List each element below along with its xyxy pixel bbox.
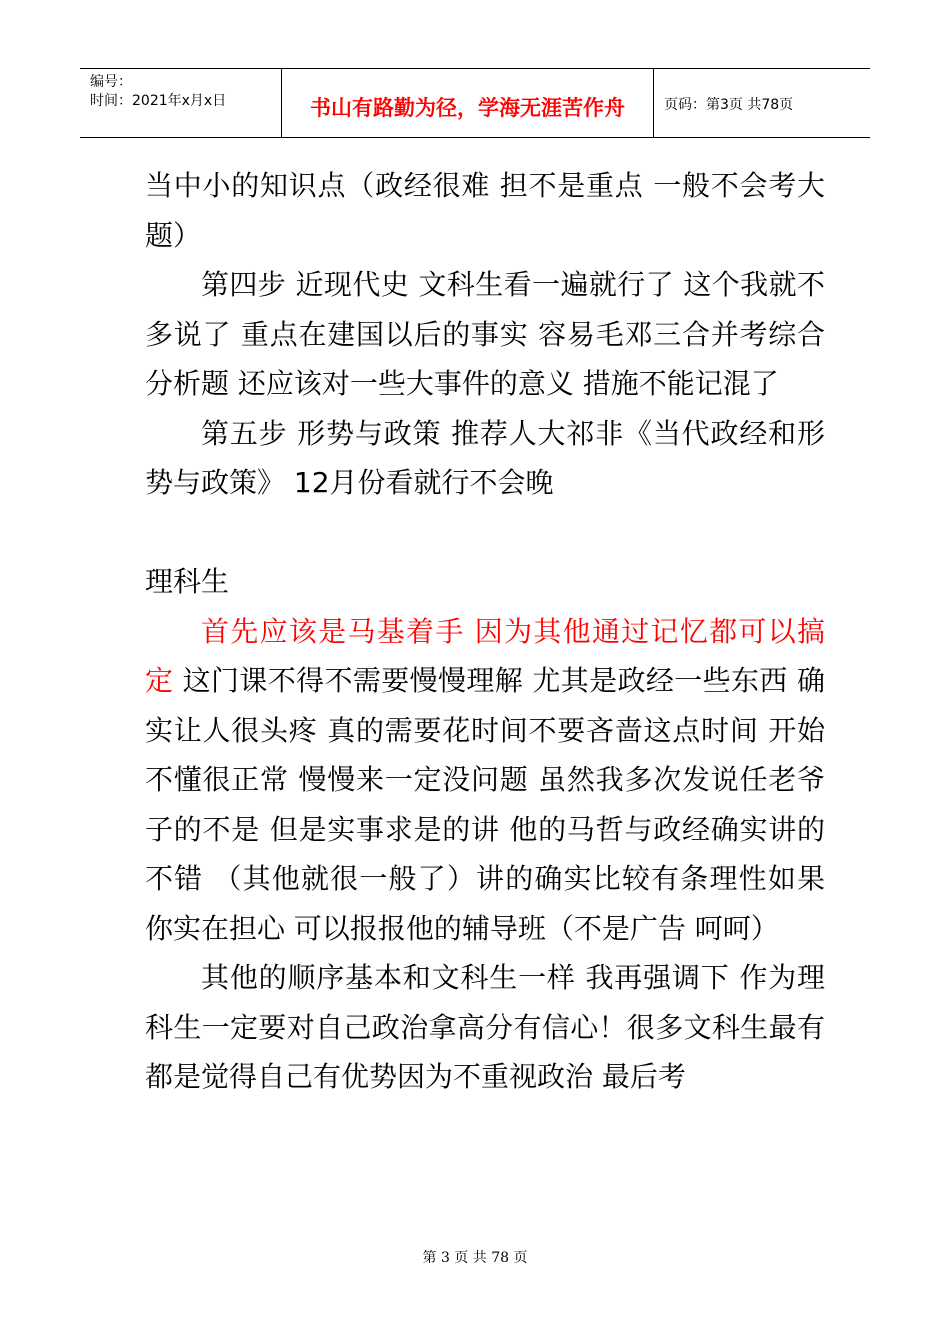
page-footer: 第 3 页 共 78 页 [422,1250,528,1266]
blank-line [145,508,825,558]
paragraph-5-text: 这门课不得不需要慢慢理解 尤其是政经一些东西 确实让人很头疼 真的需要花时间不要吝啬这点时间 开始不懂很正常 慢慢来一定没问题 虽然我多次发说任老爷子的不是 但是实事求是的讲 他的马哲与政经确实讲的不错 （其他就很一般了）讲的确实比较有条理性如果你实在担心 可以报报他的辅导班（不是广告 呵呵） [145,664,825,945]
section-heading-science: 理科生 [145,565,230,598]
header-page-number: 页码：第3页 共78页 [664,97,794,113]
paragraph-6: 其他的顺序基本和文科生一样 我再强调下 作为理科生一定要对自己政治拿高分有信心！很多文科生最有都是觉得自己有优势因为不重视政治 最后考 [145,961,825,1093]
paragraph-2: 第四步 近现代史 文科生看一遍就行了 这个我就不多说了 重点在建国以后的事实 容易毛邓三合并考综合分析题 还应该对一些大事件的意义 措施不能记混了 [145,268,825,400]
header-meta-cell [80,69,282,137]
page-header [80,68,870,138]
document-time-label: 时间：2021年x月x日 [90,93,227,109]
document-number-label: 编号： [90,74,132,90]
paragraph-1: 当中小的知识点（政经很难 担不是重点 一般不会考大题） [145,169,825,252]
highlighted-text: 首先应该是马基着手 因为其他通过记忆都可以搞定 [145,614,825,697]
header-motto: 书山有路勤为径，学海无涯苦作舟 [282,69,654,137]
paragraph-5 [145,607,825,954]
document-body [145,161,825,1102]
paragraph-3: 第五步 形势与政策 推荐人大祁非《当代政经和形势与政策》 12月份看就行不会晚 [145,416,825,499]
